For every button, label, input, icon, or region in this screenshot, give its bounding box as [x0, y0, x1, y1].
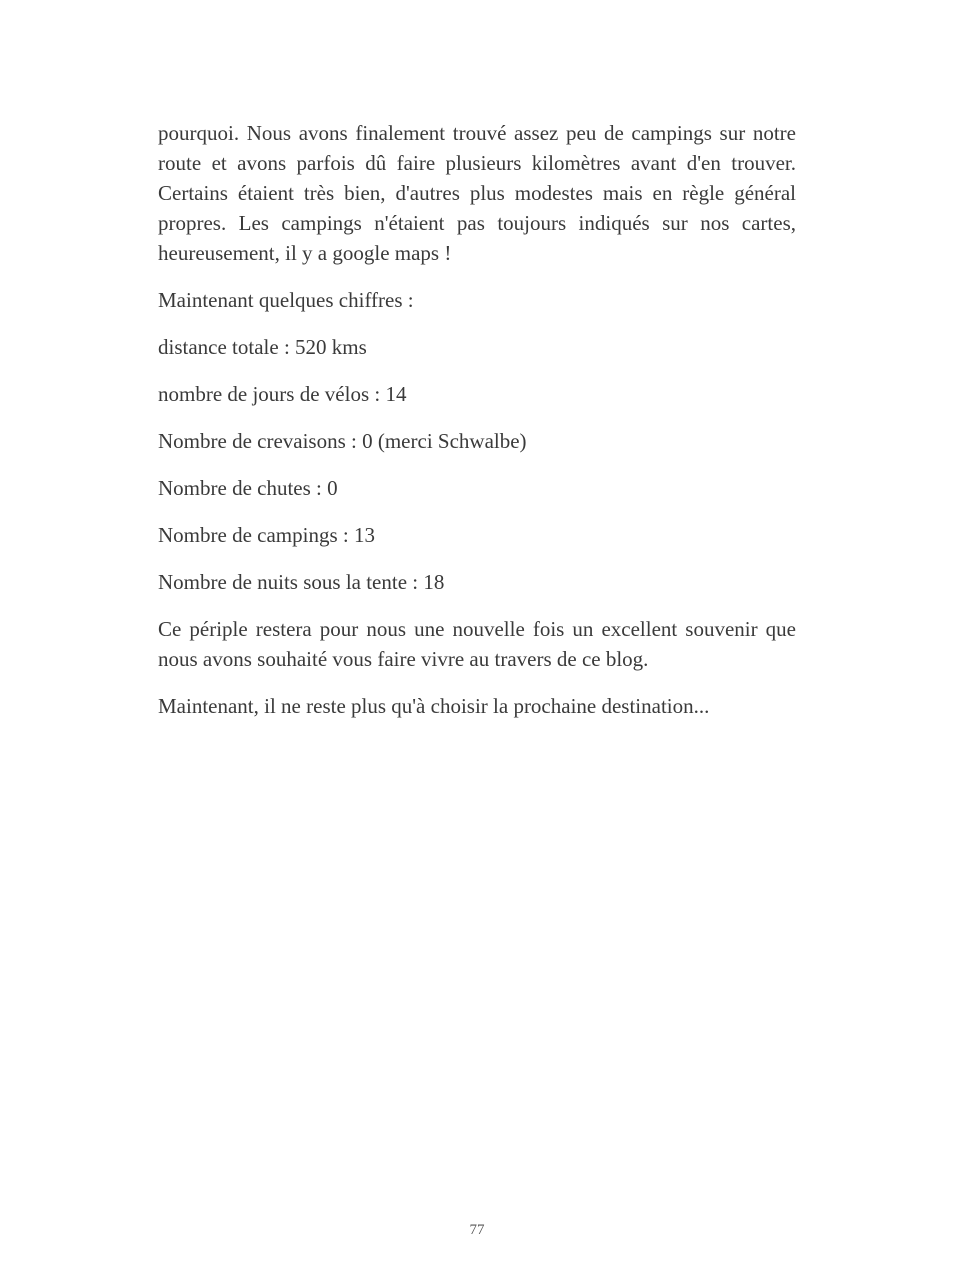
paragraph-souvenir: Ce périple restera pour nous une nouvelle fois un excellent souvenir que nous avons souhaité vous faire vivre au travers de ce blog.	[158, 617, 796, 671]
paragraph-campings: pourquoi. Nous avons finalement trouvé assez peu de campings sur notre route et avons parfois dû faire plusieurs kilomètres avant d'en trouver. Certains étaient très bien, d'autres plus modestes mais en règle général propres. Les campings n'étaient pas toujours indiqués sur nos cartes, heureusement, il y a google maps !	[158, 121, 796, 265]
stat-distance-totale: distance totale : 520 kms	[158, 335, 367, 359]
paragraph-conclusion: Maintenant, il ne reste plus qu'à choisir la prochaine destination...	[158, 694, 710, 718]
paragraph-chiffres-intro: Maintenant quelques chiffres :	[158, 288, 414, 312]
stat-campings: Nombre de campings : 13	[158, 523, 375, 547]
stat-jours-velo: nombre de jours de vélos : 14	[158, 382, 407, 406]
stat-crevaisons: Nombre de crevaisons : 0 (merci Schwalbe)	[158, 429, 527, 453]
page-number: 77	[469, 1222, 485, 1238]
stat-nuits-tente: Nombre de nuits sous la tente : 18	[158, 570, 445, 594]
page-body	[158, 118, 796, 738]
stat-chutes: Nombre de chutes : 0	[158, 476, 338, 500]
